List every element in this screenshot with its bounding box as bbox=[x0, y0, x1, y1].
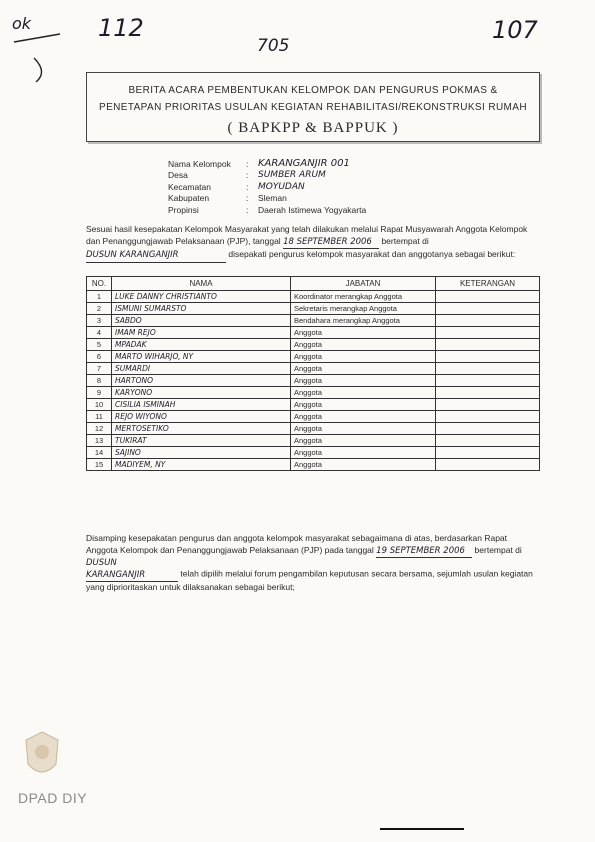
identity-row bbox=[168, 158, 366, 170]
member-note bbox=[436, 459, 540, 471]
identity-row bbox=[168, 181, 366, 193]
identity-value: Daerah Istimewa Yogyakarta bbox=[258, 204, 367, 215]
identity-colon: : bbox=[246, 170, 249, 181]
identity-label: Kecamatan bbox=[168, 181, 211, 192]
table-body bbox=[87, 291, 540, 471]
title-line-1: BERITA ACARA PEMBENTUKAN KELOMPOK DAN PENGURUS POKMAS & bbox=[128, 85, 498, 96]
member-note bbox=[436, 423, 540, 435]
identity-value: Sleman bbox=[258, 193, 287, 204]
identity-value: KARANGANJIR 001 bbox=[258, 158, 350, 170]
agreement-text: disepakati pengurus kelompok masyarakat dan anggotanya sebagai berikut: bbox=[228, 249, 516, 259]
priority-paragraph bbox=[86, 533, 540, 594]
member-name: SUMARDI bbox=[112, 363, 291, 375]
member-note bbox=[436, 363, 540, 375]
member-number: 12 bbox=[87, 423, 112, 435]
table-row bbox=[87, 387, 540, 399]
table-row bbox=[87, 435, 540, 447]
member-number: 2 bbox=[87, 303, 112, 315]
member-number: 9 bbox=[87, 387, 112, 399]
member-number: 6 bbox=[87, 351, 112, 363]
meeting-date: 19 SEPTEMBER 2006 bbox=[376, 546, 472, 559]
member-note bbox=[436, 315, 540, 327]
member-number: 7 bbox=[87, 363, 112, 375]
margin-scribble bbox=[8, 28, 68, 84]
archive-seal-icon bbox=[22, 730, 62, 782]
table-row bbox=[87, 375, 540, 387]
agreement-text: bertempat di bbox=[381, 235, 429, 246]
member-position: Anggota bbox=[291, 339, 436, 351]
meeting-date: 18 SEPTEMBER 2006 bbox=[283, 237, 379, 250]
member-note bbox=[436, 339, 540, 351]
members-table bbox=[86, 276, 540, 471]
identity-colon: : bbox=[246, 181, 249, 192]
member-name: MADIYEM, NY bbox=[112, 459, 291, 471]
identity-label: Kabupaten bbox=[168, 193, 210, 204]
member-position: Anggota bbox=[291, 375, 436, 387]
member-name: LUKE DANNY CHRISTIANTO bbox=[112, 291, 291, 303]
member-name: SABDO bbox=[112, 315, 291, 327]
member-note bbox=[436, 387, 540, 399]
table-row bbox=[87, 327, 540, 339]
member-name: HARTONO bbox=[112, 375, 291, 387]
member-name: MERTOSETIKO bbox=[112, 423, 291, 435]
member-name: ISMUNI SUMARSTO bbox=[112, 303, 291, 315]
member-name: KARYONO bbox=[112, 387, 291, 399]
identity-colon: : bbox=[246, 193, 249, 204]
group-identity bbox=[168, 158, 366, 216]
table-row bbox=[87, 459, 540, 471]
member-note bbox=[436, 327, 540, 339]
document-title-box bbox=[86, 72, 540, 142]
table-row bbox=[87, 363, 540, 375]
member-note bbox=[436, 399, 540, 411]
member-name: REJO WIYONO bbox=[112, 411, 291, 423]
member-position: Sekretaris merangkap Anggota bbox=[291, 303, 436, 315]
member-position: Anggota bbox=[291, 411, 436, 423]
table-row bbox=[87, 399, 540, 411]
identity-label: Propinsi bbox=[168, 204, 199, 215]
header-no: NO. bbox=[87, 277, 112, 291]
archive-watermark: DPAD DIY bbox=[18, 790, 88, 806]
member-number: 5 bbox=[87, 339, 112, 351]
table-row bbox=[87, 411, 540, 423]
identity-colon: : bbox=[246, 204, 249, 215]
identity-colon: : bbox=[246, 158, 249, 169]
member-name: MPADAK bbox=[112, 339, 291, 351]
priority-text: Disamping kesepakatan pengurus dan anggota kelompok masyarakat sebagaimana di atas, berdasarkan Rapat Anggota Kelompok dan Penanggungjawab Pelaksanaan (PJP) pada tanggal bbox=[86, 533, 508, 555]
header-jabatan: JABATAN bbox=[291, 277, 436, 291]
member-number: 15 bbox=[87, 459, 112, 471]
bottom-rule bbox=[380, 828, 464, 830]
table-row bbox=[87, 315, 540, 327]
agreement-text: Sesuai hasil kesepakatan Kelompok Masyarakat yang telah dilakukan melalui Rapat Musyawarah Anggota Kelompok dan Penanggungjawab Pelaksanaan (PJP), tanggal bbox=[86, 224, 528, 246]
member-position: Anggota bbox=[291, 447, 436, 459]
identity-label: Desa bbox=[168, 170, 188, 181]
table-row bbox=[87, 291, 540, 303]
member-note bbox=[436, 291, 540, 303]
member-number: 1 bbox=[87, 291, 112, 303]
member-position: Anggota bbox=[291, 435, 436, 447]
margin-number-left: 112 bbox=[98, 14, 144, 42]
priority-text: telah dipilih melalui forum pengambilan keputusan secara bersama, sejumlah usulan kegiatan yang diprioritaskan untuk dilaksanakan sebagai berikut; bbox=[86, 568, 533, 592]
member-name: MARTO WIHARJO, NY bbox=[112, 351, 291, 363]
identity-row bbox=[168, 204, 366, 216]
member-position: Anggota bbox=[291, 351, 436, 363]
title-line-2: PENETAPAN PRIORITAS USULAN KEGIATAN REHABILITASI/REKONSTRUKSI RUMAH bbox=[99, 102, 527, 113]
table-row bbox=[87, 303, 540, 315]
member-name: IMAM REJO bbox=[112, 327, 291, 339]
identity-label: Nama Kelompok bbox=[168, 158, 231, 169]
table-row bbox=[87, 339, 540, 351]
member-note bbox=[436, 351, 540, 363]
member-position: Koordinator merangkap Anggota bbox=[291, 291, 436, 303]
member-note bbox=[436, 447, 540, 459]
meeting-place: DUSUN KARANGANJIR bbox=[86, 558, 178, 582]
member-number: 3 bbox=[87, 315, 112, 327]
table-row bbox=[87, 423, 540, 435]
member-number: 8 bbox=[87, 375, 112, 387]
member-number: 10 bbox=[87, 399, 112, 411]
member-position: Anggota bbox=[291, 399, 436, 411]
member-position: Anggota bbox=[291, 387, 436, 399]
member-number: 11 bbox=[87, 411, 112, 423]
header-nama: NAMA bbox=[112, 277, 291, 291]
member-number: 13 bbox=[87, 435, 112, 447]
title-line-3: ( BAPKPP & BAPPUK ) bbox=[227, 120, 399, 136]
member-number: 14 bbox=[87, 447, 112, 459]
member-note bbox=[436, 435, 540, 447]
table-row bbox=[87, 351, 540, 363]
member-position: Anggota bbox=[291, 423, 436, 435]
member-number: 4 bbox=[87, 327, 112, 339]
margin-number-right: 107 bbox=[492, 16, 538, 44]
table-row bbox=[87, 447, 540, 459]
member-position: Bendahara merangkap Anggota bbox=[291, 315, 436, 327]
member-position: Anggota bbox=[291, 459, 436, 471]
margin-note-ok: ok bbox=[12, 14, 32, 33]
margin-number-center: 705 bbox=[257, 36, 290, 56]
identity-value: SUMBER ARUM bbox=[258, 170, 326, 181]
identity-value: MOYUDAN bbox=[258, 181, 305, 192]
member-name: SAJINO bbox=[112, 447, 291, 459]
identity-row bbox=[168, 193, 366, 205]
meeting-place: DUSUN KARANGANJIR bbox=[86, 250, 226, 263]
member-name: TUKIRAT bbox=[112, 435, 291, 447]
member-position: Anggota bbox=[291, 363, 436, 375]
header-keterangan: KETERANGAN bbox=[436, 277, 540, 291]
identity-row bbox=[168, 170, 366, 182]
priority-text: bertempat di bbox=[474, 544, 522, 555]
member-note bbox=[436, 303, 540, 315]
member-position: Anggota bbox=[291, 327, 436, 339]
member-note bbox=[436, 411, 540, 423]
agreement-paragraph bbox=[86, 224, 540, 263]
member-note bbox=[436, 375, 540, 387]
table-header-row bbox=[87, 277, 540, 291]
member-name: CISILIA ISMINAH bbox=[112, 399, 291, 411]
